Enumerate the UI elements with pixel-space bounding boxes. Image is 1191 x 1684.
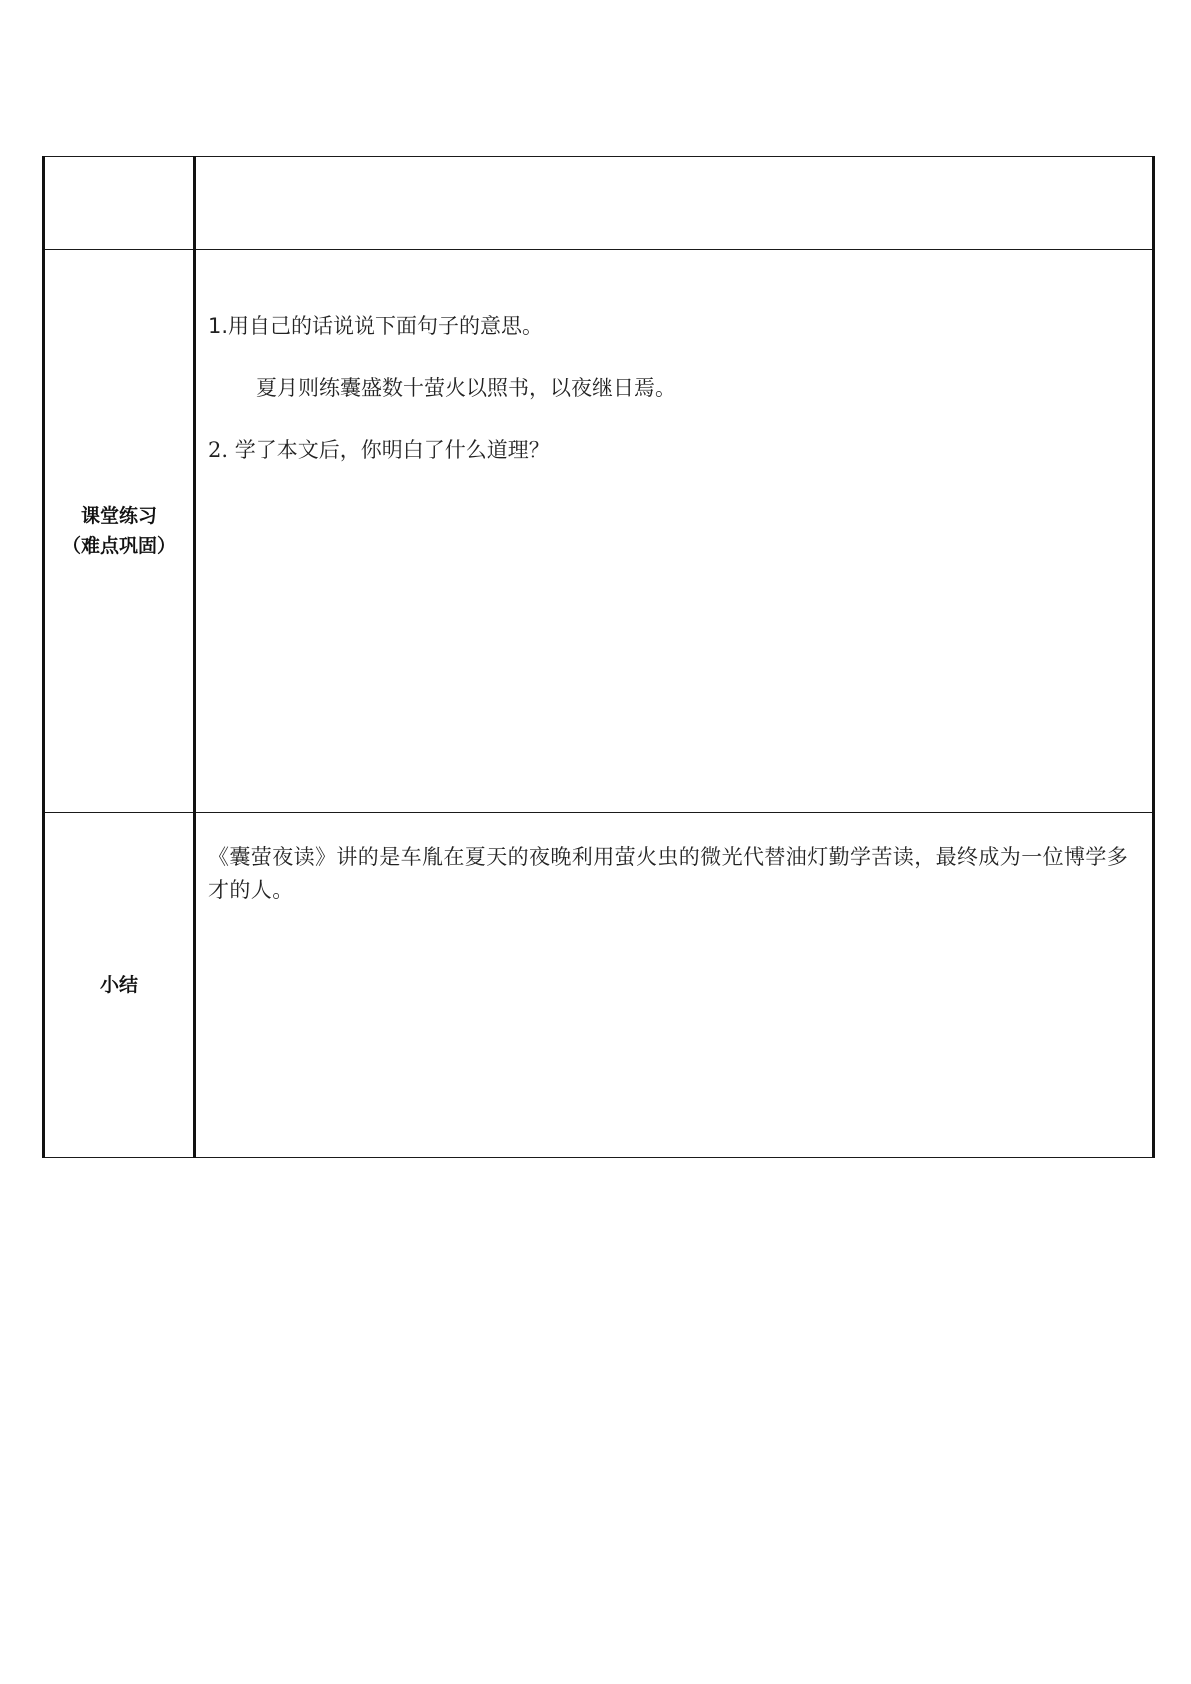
table-row-top <box>44 157 1154 250</box>
label-cell-classroom-practice <box>44 250 195 813</box>
table-row-summary <box>44 813 1154 1158</box>
label-summary: 小结 <box>99 974 138 996</box>
label-cell-summary <box>44 813 195 1158</box>
content-cell-classroom-practice <box>195 250 1154 813</box>
label-difficulty-consolidation: （难点巩固） <box>61 535 176 557</box>
content-cell-summary <box>195 813 1154 1158</box>
question-1-text: 用自己的话说说下面句子的意思。 <box>228 314 544 338</box>
question-1 <box>208 310 1138 342</box>
content-cell-empty <box>195 157 1154 250</box>
question-1-number: 1. <box>208 314 229 338</box>
practice-questions <box>196 250 1152 466</box>
question-1-sentence: 夏月则练囊盛数十萤火以照书，以夜继日焉。 <box>256 376 676 400</box>
lesson-plan-table <box>42 156 1155 1158</box>
label-cell-empty <box>44 157 195 250</box>
label-classroom-practice: 课堂练习 <box>80 505 157 527</box>
question-2: 2. 学了本文后，你明白了什么道理？ <box>208 438 550 462</box>
summary-text: 《囊萤夜读》讲的是车胤在夏天的夜晚利用萤火虫的微光代替油灯勤学苦读，最终成为一位博学多才的人。 <box>208 845 1129 902</box>
table-row-classroom-practice <box>44 250 1154 813</box>
